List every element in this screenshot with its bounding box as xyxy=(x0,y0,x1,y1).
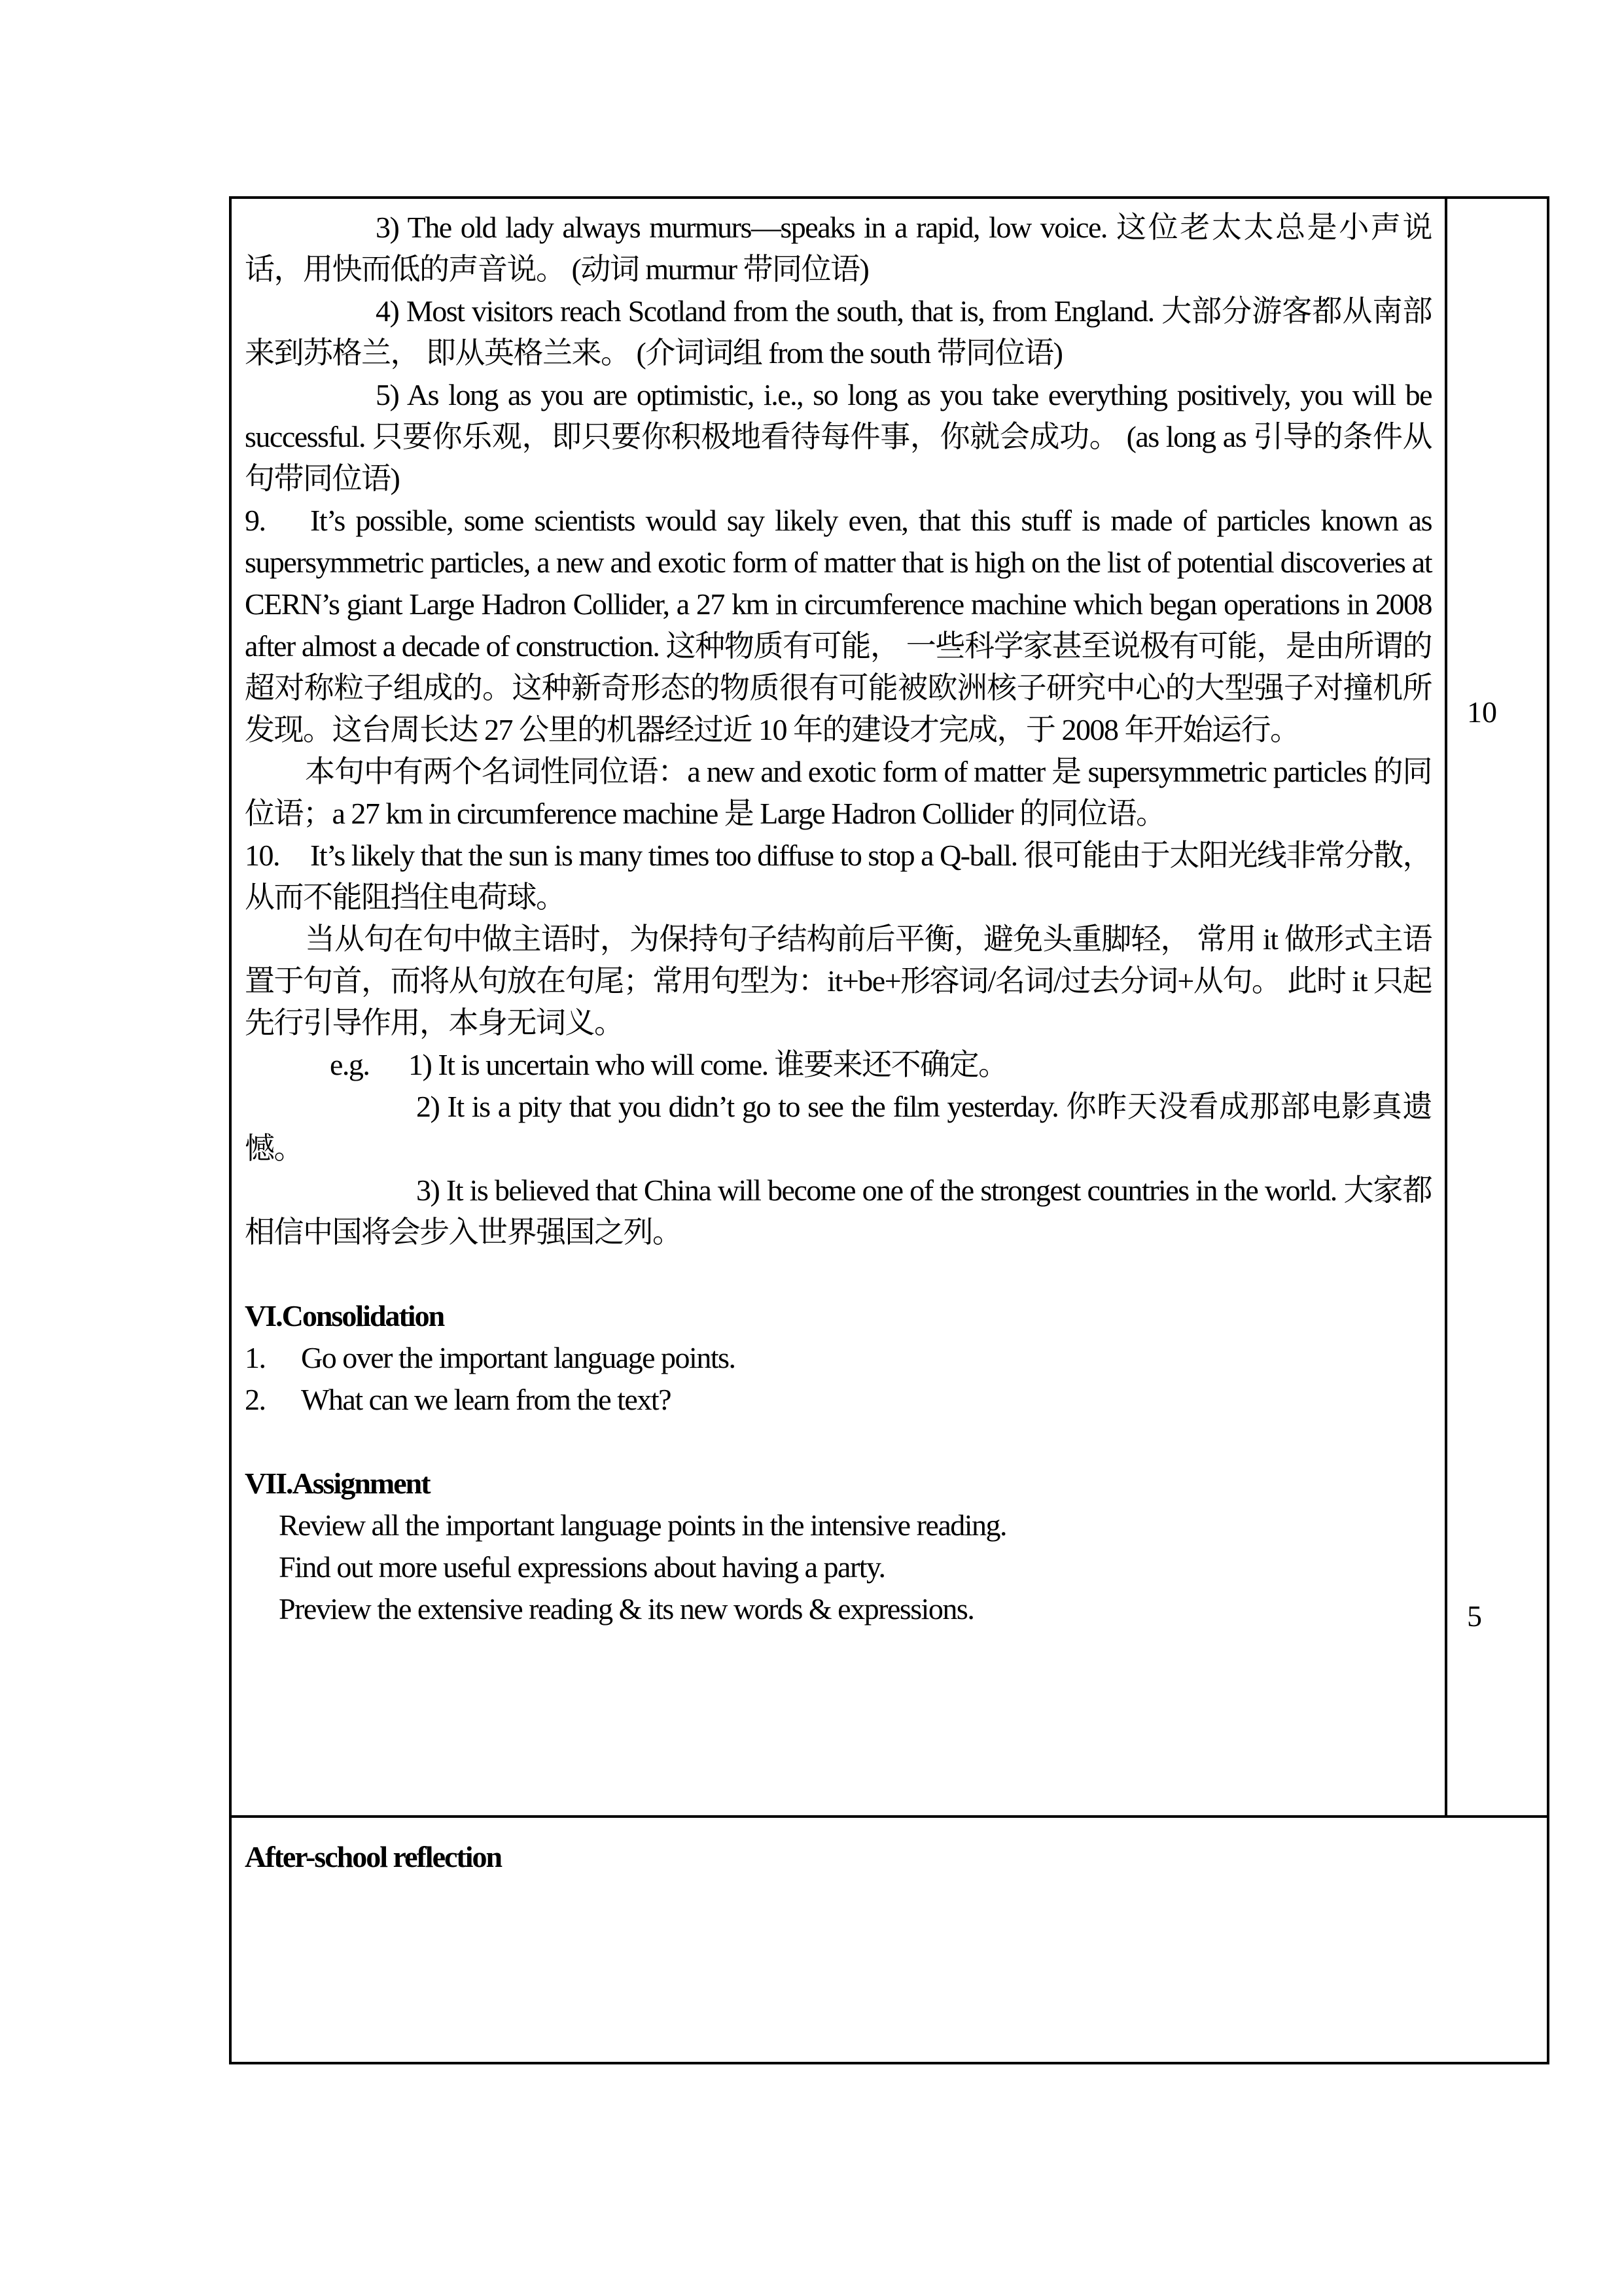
item-9 xyxy=(245,500,1432,751)
reflection-row xyxy=(230,1817,1548,2063)
example-5-english: 5) As long as you are optimistic, i.e., so long as you take everything positively, you will be successful. xyxy=(245,378,1432,453)
example-4 xyxy=(245,290,1432,374)
consolidation-item xyxy=(245,1379,1432,1421)
assignment-item: Find out more useful expressions about having a party. xyxy=(279,1550,885,1584)
consolidation-item-text: What can we learn from the text? xyxy=(301,1383,671,1416)
assignment-item: Review all the important language points in the intensive reading. xyxy=(279,1508,1007,1542)
example-eg-3 xyxy=(245,1170,1432,1253)
consolidation-heading: VI.Consolidation xyxy=(245,1299,444,1332)
example-3 xyxy=(245,207,1432,290)
example-3-note: (动词 murmur 带同位语) xyxy=(571,252,869,286)
item-9-explanation: 本句中有两个名词性同位语：a new and exotic form of matter 是 supersymmetric particles 的同位语；a 27 km in circumference machine 是 Large Hadron Collider 的同位语。 xyxy=(245,755,1432,830)
eg-label: e.g. xyxy=(330,1048,370,1081)
example-eg-1 xyxy=(245,1044,1432,1086)
consolidation-item-number: 1. xyxy=(245,1341,266,1374)
eg-2-chinese: 你昨天没看成那部电影真遗憾。 xyxy=(245,1090,1432,1165)
eg-3-chinese: 大家都相信中国将会步入世界强国之列。 xyxy=(245,1174,1432,1249)
spacer xyxy=(245,1421,1432,1463)
example-5 xyxy=(245,374,1432,500)
example-3-english: 3) The old lady always murmurs—speaks in a rapid, low voice. xyxy=(376,211,1107,244)
item-10-chinese: 很可能由于太阳光线非常分散，从而不能阻挡住电荷球。 xyxy=(245,839,1432,914)
lesson-plan-table xyxy=(229,196,1549,2064)
lesson-content-row xyxy=(230,198,1548,1817)
example-eg-2 xyxy=(245,1086,1432,1170)
item-10 xyxy=(245,835,1432,918)
item-10-english: It’s likely that the sun is many times too diffuse to stop a Q-ball. xyxy=(310,839,1017,872)
consolidation-item-text: Go over the important language points. xyxy=(301,1341,735,1374)
lesson-content-cell xyxy=(230,198,1446,1817)
item-9-english: It’s possible, some scientists would say likely even, that this stuff is made of particles known as supersymmetric particles, a new and exotic form of matter that is high on the list of potential discoveries at CERN’s giant Large Hadron Collider, a 27 km in circumference machine which began operations in 2008 after almost a decade of construction. xyxy=(245,504,1432,663)
spacer xyxy=(245,1253,1432,1295)
example-4-chinese: 大部分游客都从南部来到苏格兰， 即从英格兰来。 xyxy=(245,294,1432,370)
time-value-language-points: 10 xyxy=(1467,695,1497,729)
assignment-item: Preview the extensive reading & its new words & expressions. xyxy=(279,1592,974,1626)
eg-3-english: 3) It is believed that China will become one of the strongest countries in the world. xyxy=(416,1174,1337,1207)
assignment-heading: VII.Assignment xyxy=(245,1467,430,1500)
item-9-number: 9. xyxy=(245,504,266,537)
consolidation-item xyxy=(245,1337,1432,1379)
consolidation-item-number: 2. xyxy=(245,1383,266,1416)
item-10-number: 10. xyxy=(245,839,279,872)
reflection-cell xyxy=(230,1817,1548,2063)
example-5-chinese: 只要你乐观，即只要你积极地看待每件事，你就会成功。 xyxy=(372,420,1120,453)
eg-2-english: 2) It is a pity that you didn’t go to see the film yesterday. xyxy=(416,1090,1059,1123)
eg-1-english: 1) It is uncertain who will come. xyxy=(408,1048,768,1081)
example-4-note: (介词词组 from the south 带同位语) xyxy=(636,336,1063,370)
example-3-chinese: 这位老太太总是小声说话，用快而低的声音说。 xyxy=(245,211,1432,286)
time-allocation-cell xyxy=(1446,198,1548,1817)
time-value-consolidation: 5 xyxy=(1467,1599,1482,1633)
example-5-note: (as long as 引导的条件从句带同位语) xyxy=(245,420,1432,495)
item-9-chinese: 这种物质有可能， 一些科学家甚至说极有可能，是由所谓的超对称粒子组成的。这种新奇形态的物质很有可能被欧洲核子研究中心的大型强子对撞机所发现。这台周长达 27 公里的机器经过近 10 年的建设才完成，于 2008 年开始运行。 xyxy=(245,629,1432,746)
example-4-english: 4) Most visitors reach Scotland from the south, that is, from England. xyxy=(376,294,1154,328)
eg-1-chinese: 谁要来还不确定。 xyxy=(774,1048,1008,1081)
reflection-heading: After-school reflection xyxy=(245,1840,502,1873)
item-10-explanation: 当从句在句中做主语时，为保持句子结构前后平衡，避免头重脚轻， 常用 it 做形式主语置于句首，而将从句放在句尾；常用句型为：it+be+形容词/名词/过去分词+从句。 此时 it 只起先行引导作用，本身无词义。 xyxy=(245,922,1432,1039)
